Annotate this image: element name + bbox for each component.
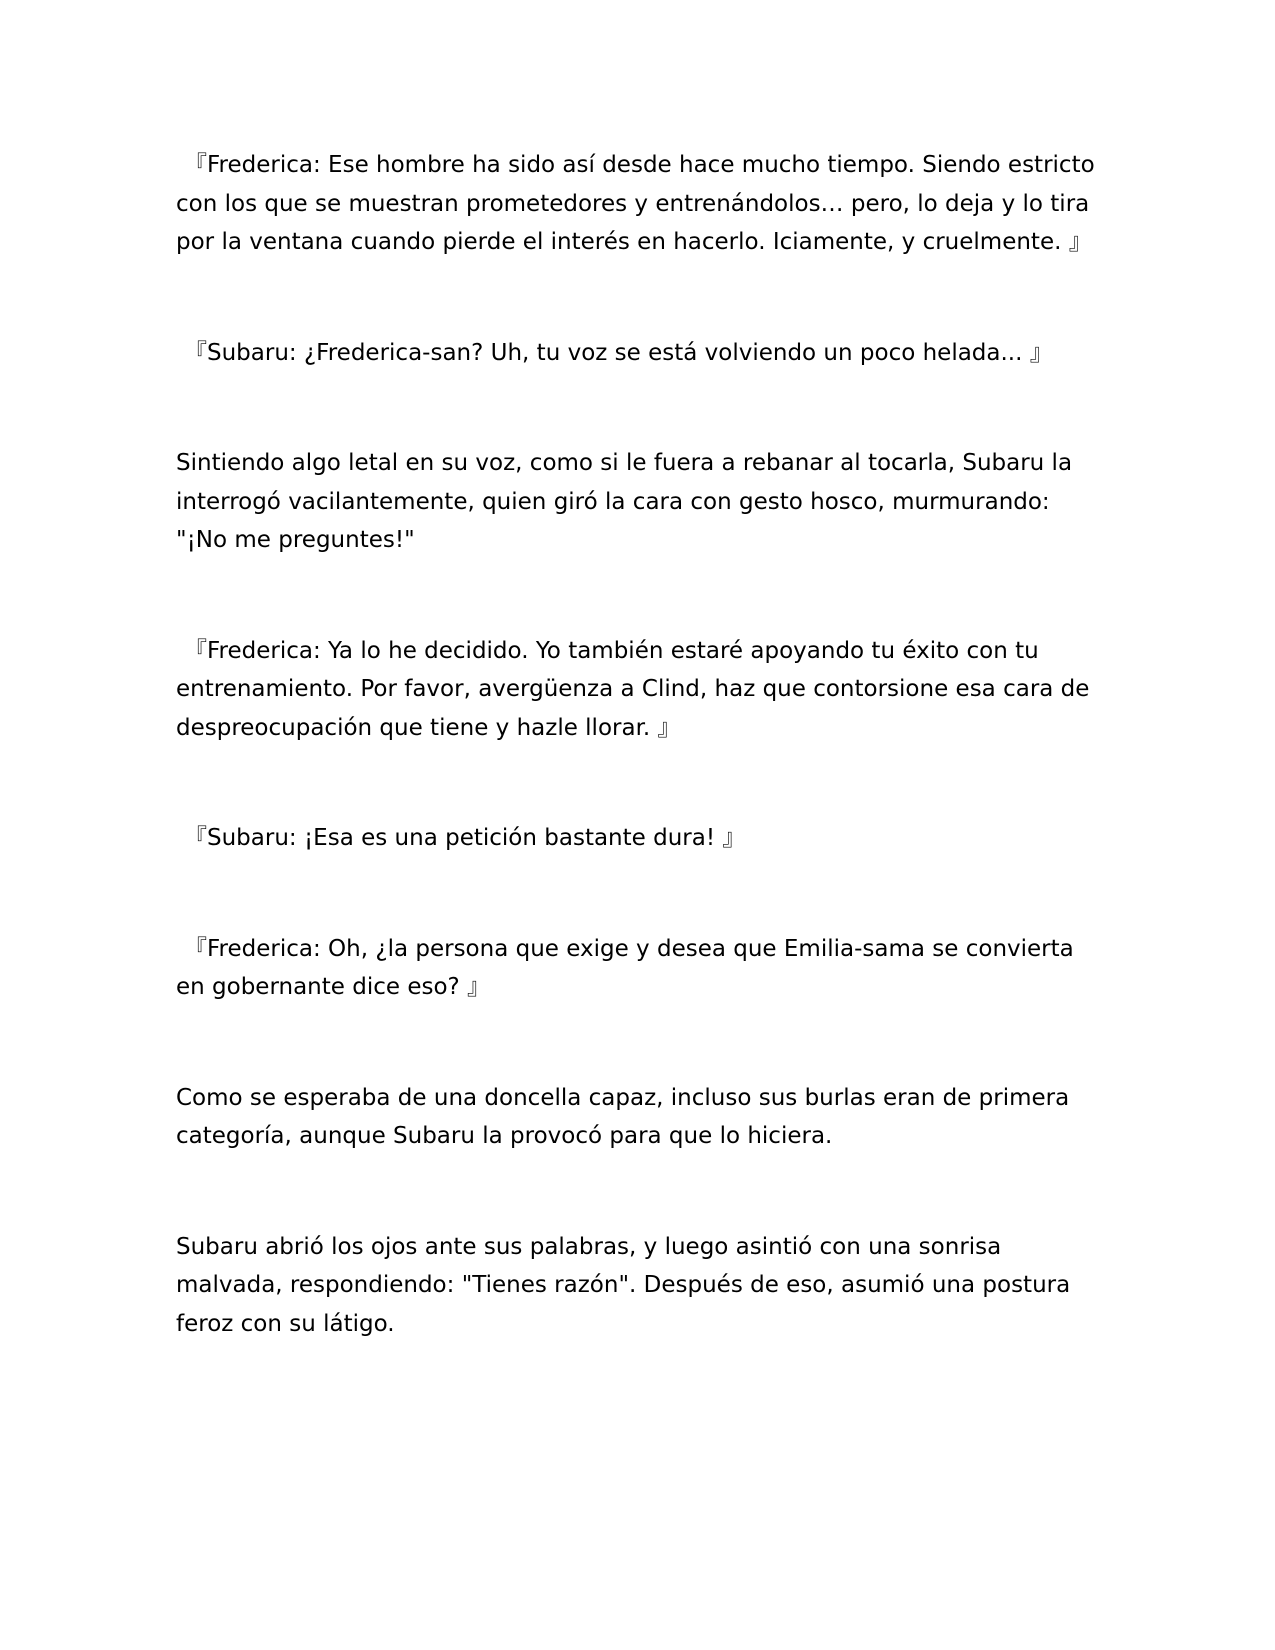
paragraph-narration-1: Sintiendo algo letal en su voz, como si le fuera a rebanar al tocarla, Subaru la interrogó vacilantemente, quien giró la cara con gesto hosco, murmurando: "¡No me preguntes!" <box>176 450 1073 553</box>
document-body <box>176 146 1096 1415</box>
paragraph-frederica-3: 『Frederica: Oh, ¿la persona que exige y desea que Emilia-sama se convierta en gobernante dice eso? 』 <box>176 935 1074 1000</box>
paragraph-subaru-2: 『Subaru: ¡Esa es una petición bastante dura! 』 <box>184 825 746 851</box>
paragraph-frederica-2: 『Frederica: Ya lo he decidido. Yo también estaré apoyando tu éxito con tu entrenamiento. Por favor, avergüenza a Clind, haz que contorsione esa cara de despreocupación que tiene y hazle llorar. 』 <box>176 637 1090 741</box>
paragraph-frederica-1: 『Frederica: Ese hombre ha sido así desde hace mucho tiempo. Siendo estricto con los que se muestran prometedores y entrenándolos… pero, lo deja y lo tira por la ventana cuando pierde el interés en hacerlo. Iciamente, y cruelmente. 』 <box>176 152 1095 255</box>
paragraph-subaru-1: 『Subaru: ¿Frederica-san? Uh, tu voz se está volviendo un poco helada... 』 <box>184 339 1053 366</box>
paragraph-narration-2: Como se esperaba de una doncella capaz, incluso sus burlas eran de primera categoría, aunque Subaru la provocó para que lo hiciera. <box>176 1084 1070 1149</box>
paragraph-narration-3: Subaru abrió los ojos ante sus palabras, y luego asintió con una sonrisa malvada, respondiendo: "Tienes razón". Después de eso, asumió una postura feroz con su látigo. <box>176 1233 1071 1337</box>
